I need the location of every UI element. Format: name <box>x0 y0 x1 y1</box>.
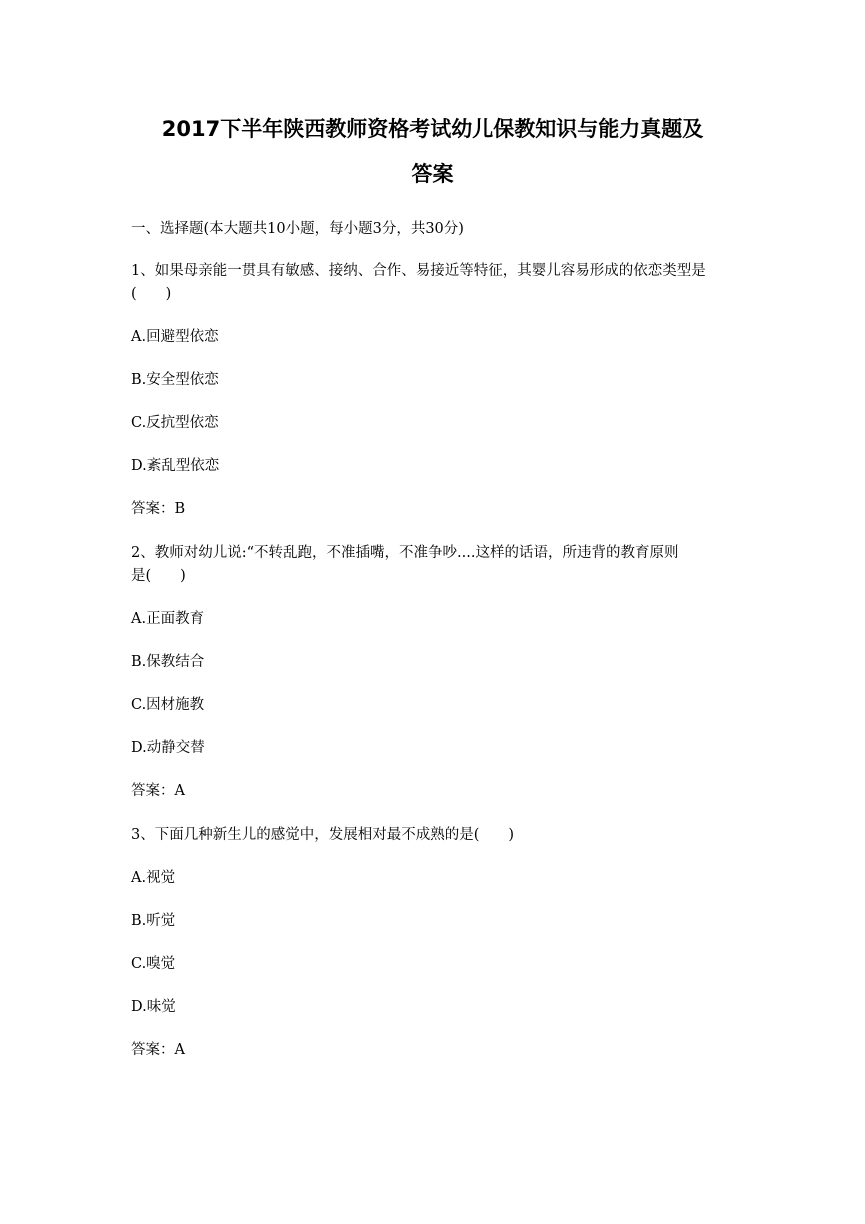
document-title-line-1: 2017下半年陕西教师资格考试幼儿保教知识与能力真题及 <box>161 117 704 141</box>
question-2-stem: 2、教师对幼儿说:“不转乱跑，不准插嘴，不准争吵....这样的话语，所违背的教育原则 <box>131 545 679 561</box>
question-2-answer: 答案：A <box>131 783 185 799</box>
question-1-option-b: B.安全型依恋 <box>131 372 219 388</box>
question-1-option-c: C.反抗型依恋 <box>131 415 219 431</box>
question-2-option-b: B.保教结合 <box>131 654 205 670</box>
question-2-option-d: D.动静交替 <box>131 740 205 756</box>
document-title-line-2: 答案 <box>411 162 454 186</box>
question-2-option-a: A.正面教育 <box>131 611 205 627</box>
section-heading: 一、选择题(本大题共10小题，每小题3分，共30分) <box>131 221 464 237</box>
question-1-stem-continued: ( ) <box>131 286 172 302</box>
question-3-stem: 3、下面几种新生儿的感觉中，发展相对最不成熟的是( ) <box>131 827 515 843</box>
question-2-stem-continued: 是( ) <box>131 568 186 584</box>
question-1-option-a: A.回避型依恋 <box>131 329 219 345</box>
question-3-option-c: C.嗅觉 <box>131 956 176 972</box>
question-3-option-a: A.视觉 <box>131 870 176 886</box>
question-3-option-b: B.听觉 <box>131 913 176 929</box>
question-2-option-c: C.因材施教 <box>131 697 205 713</box>
question-1-answer: 答案：B <box>131 501 186 517</box>
question-3-answer: 答案：A <box>131 1042 185 1058</box>
question-1-stem: 1、如果母亲能一贯具有敏感、接纳、合作、易接近等特征，其婴儿容易形成的依恋类型是 <box>131 263 706 279</box>
question-1-option-d: D.紊乱型依恋 <box>131 458 220 474</box>
question-3-option-d: D.味觉 <box>131 999 176 1015</box>
